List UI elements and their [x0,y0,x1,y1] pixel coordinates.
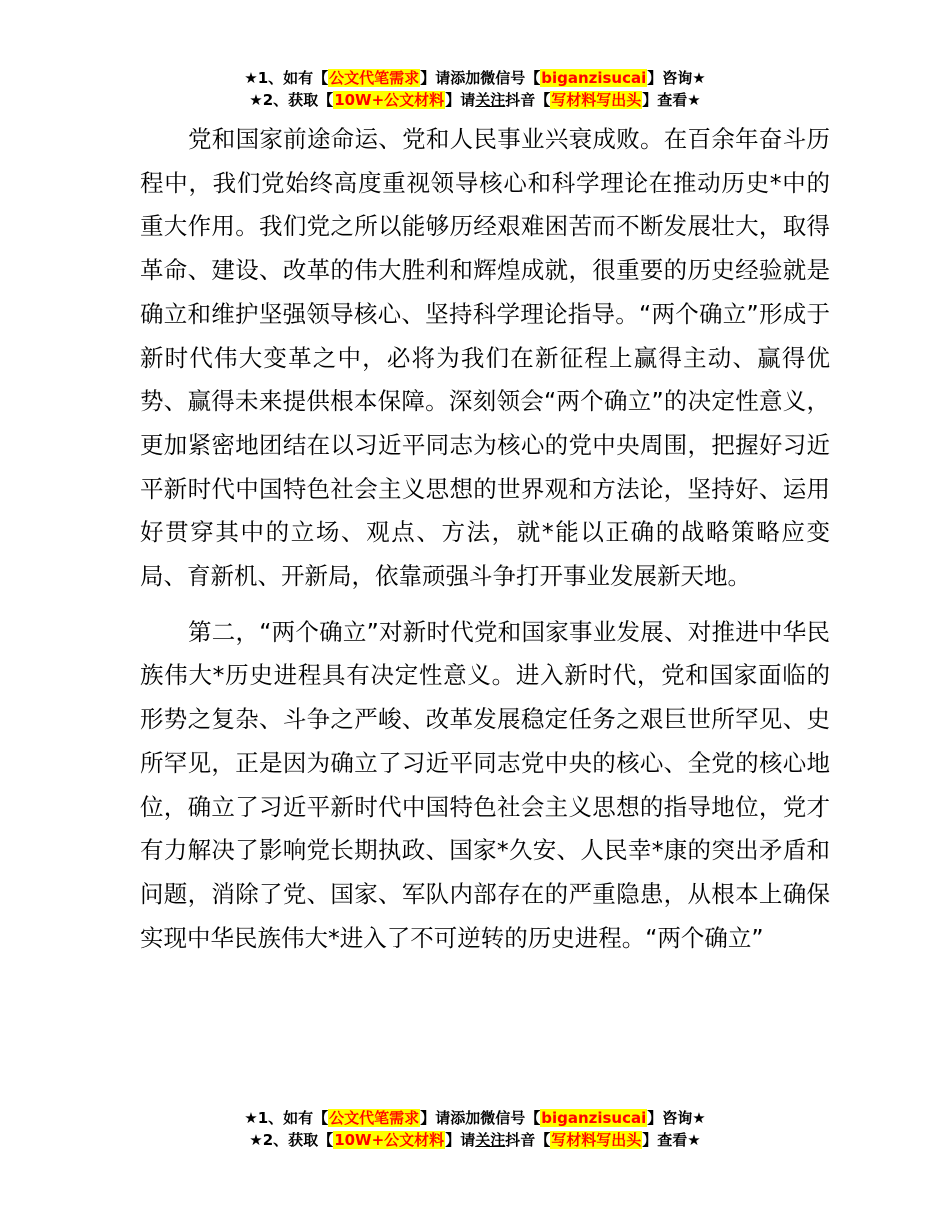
document-body [140,118,830,960]
highlight-materials: 10W+公文材料 [334,1131,445,1149]
banner-text: ★1、如有【 [244,69,329,87]
banner-text: 】请 [445,1131,476,1149]
banner-text: 】查看★ [642,1131,701,1149]
banner-line-2 [0,89,950,111]
banner-text: 抖音【 [505,91,551,109]
footer-banner [0,1107,950,1151]
underlined-follow: 关注 [475,91,506,109]
paragraph-2: 第二，“两个确立”对新时代党和国家事业发展、对推进中华民族伟大*历史进程具有决定性意义。进入新时代，党和国家面临的形势之复杂、斗争之严峻、改革发展稳定任务之艰巨世所罕见、史所罕见，正是因为确立了习近平同志党中央的核心、全党的核心地位，确立了习近平新时代中国特色社会主义思想的指导地位，党才有力解决了影响党长期执政、国家*久安、人民幸*康的突出矛盾和问题，消除了党、国家、军队内部存在的严重隐患，从根本上确保实现中华民族伟大*进入了不可逆转的历史进程。“两个确立” [140,617,830,952]
banner-text: 】请添加微信号【 [420,69,541,87]
highlight-materials: 10W+公文材料 [334,91,445,109]
highlight-account: 写材料写出头 [551,1131,642,1149]
banner-line-2 [0,1129,950,1151]
banner-text: 】请 [445,91,476,109]
banner-text: 抖音【 [505,1131,551,1149]
underlined-follow: 关注 [475,1131,506,1149]
header-banner [0,67,950,111]
highlight-service: 公文代笔需求 [329,1109,420,1127]
banner-text: 】咨询★ [647,69,706,87]
banner-line-1 [0,67,950,89]
banner-text: 】查看★ [642,91,701,109]
highlight-wechat-id: biganzisucai [541,69,647,87]
paragraph-1: 党和国家前途命运、党和人民事业兴衰成败。在百余年奋斗历程中，我们党始终高度重视领导核心和科学理论在推动历史*中的重大作用。我们党之所以能够历经艰难困苦而不断发展壮大，取得革命、建设、改革的伟大胜利和辉煌成就，很重要的历史经验就是确立和维护坚强领导核心、坚持科学理论指导。“两个确立”形成于新时代伟大变革之中，必将为我们在新征程上赢得主动、赢得优势、赢得未来提供根本保障。深刻领会“两个确立”的决定性意义，更加紧密地团结在以习近平同志为核心的党中央周围，把握好习近平新时代中国特色社会主义思想的世界观和方法论，坚持好、运用好贯穿其中的立场、观点、方法，就*能以正确的战略策略应变局、育新机、开新局，依靠顽强斗争打开事业发展新天地。 [140,125,830,591]
highlight-wechat-id: biganzisucai [541,1109,647,1127]
banner-text: ★2、获取【 [249,91,334,109]
banner-text: 】咨询★ [647,1109,706,1127]
highlight-account: 写材料写出头 [551,91,642,109]
banner-line-1 [0,1107,950,1129]
highlight-service: 公文代笔需求 [329,69,420,87]
banner-text: ★2、获取【 [249,1131,334,1149]
banner-text: 】请添加微信号【 [420,1109,541,1127]
banner-text: ★1、如有【 [244,1109,329,1127]
